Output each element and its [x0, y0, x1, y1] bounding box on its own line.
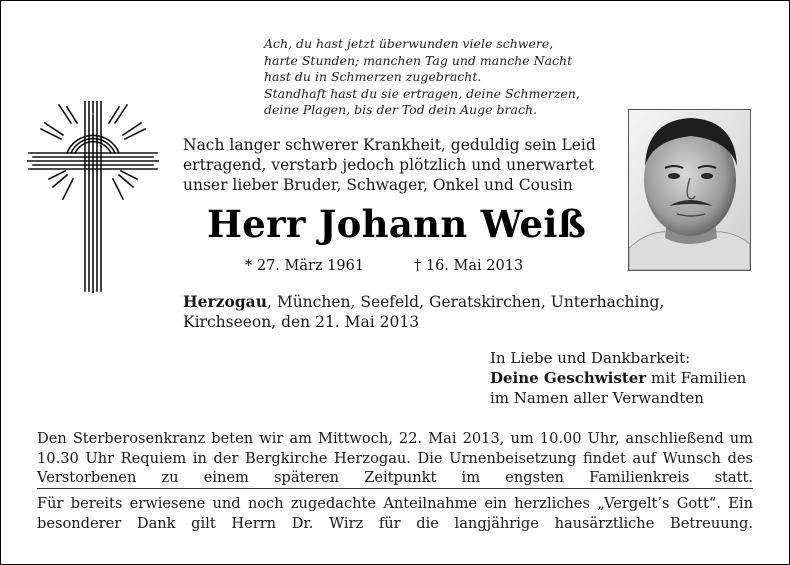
death-date: † 16. Mai 2013 [414, 258, 524, 274]
place-line [183, 292, 683, 332]
portrait-photo [628, 109, 751, 271]
place-line-2: Kirchseeon, den 21. Mai 2013 [183, 313, 420, 331]
intro-text [183, 135, 623, 195]
signature-block [490, 348, 770, 408]
poem-line: harte Stunden; manchen Tag und manche Nacht [264, 52, 573, 68]
birth-date: * 27. März 1961 [245, 258, 365, 274]
intro-line: unser lieber Bruder, Schwager, Onkel und Cousin [183, 176, 573, 194]
place-town: Herzogau [183, 292, 267, 311]
radiant-cross-icon [27, 101, 159, 293]
family-line [490, 368, 770, 388]
family-rest: mit Familien [646, 369, 747, 387]
portrait-figure [629, 110, 750, 270]
poem-line: Standhaft hast du sie ertragen, deine Schmerzen, [264, 85, 580, 101]
divider [37, 488, 753, 489]
service-notice [37, 429, 753, 488]
place-line-1 [183, 292, 683, 312]
thanks-footer [37, 494, 753, 534]
thanks-line: In Liebe und Dankbarkeit: [490, 349, 691, 367]
intro-line: ertragend, verstarb jedoch plötzlich und unerwartet [183, 156, 595, 174]
place-rest: , München, Seefeld, Geratskirchen, Unterhaching, [266, 293, 665, 311]
service-notice-text: Den Sterberosenkranz beten wir am Mittwoch, 22. Mai 2013, um 10.00 Uhr, anschließend um 10.30 Uhr Requiem in der Bergkirche Herzogau. Die Urnenbeisetzung findet auf Wunsch des Verstorbenen zu einem späteren Zeitpunkt im engsten Familienkreis statt. [37, 430, 753, 487]
poem-line: Ach, du hast jetzt überwunden viele schwere, [264, 36, 554, 51]
deceased-name: Herr Johann Weiß [207, 202, 587, 246]
thanks-footer-text: Für bereits erwiesene und noch zugedachte Anteilnahme ein herzliches „Vergelt’s Gott“. Ein besonderer Dank gilt Herrn Dr. Wirz für die langjährige hausärztliche Betreuung. [37, 495, 753, 532]
poem-line: deine Plagen, bis der Tod dein Auge brach. [264, 102, 538, 118]
relatives-line: im Namen aller Verwandten [490, 389, 704, 407]
poem-line: hast du in Schmerzen zugebracht. [264, 69, 482, 85]
family-name: Deine Geschwister [490, 369, 647, 387]
intro-line: Nach langer schwerer Krankheit, geduldig sein Leid [183, 136, 596, 154]
poem [264, 36, 644, 119]
